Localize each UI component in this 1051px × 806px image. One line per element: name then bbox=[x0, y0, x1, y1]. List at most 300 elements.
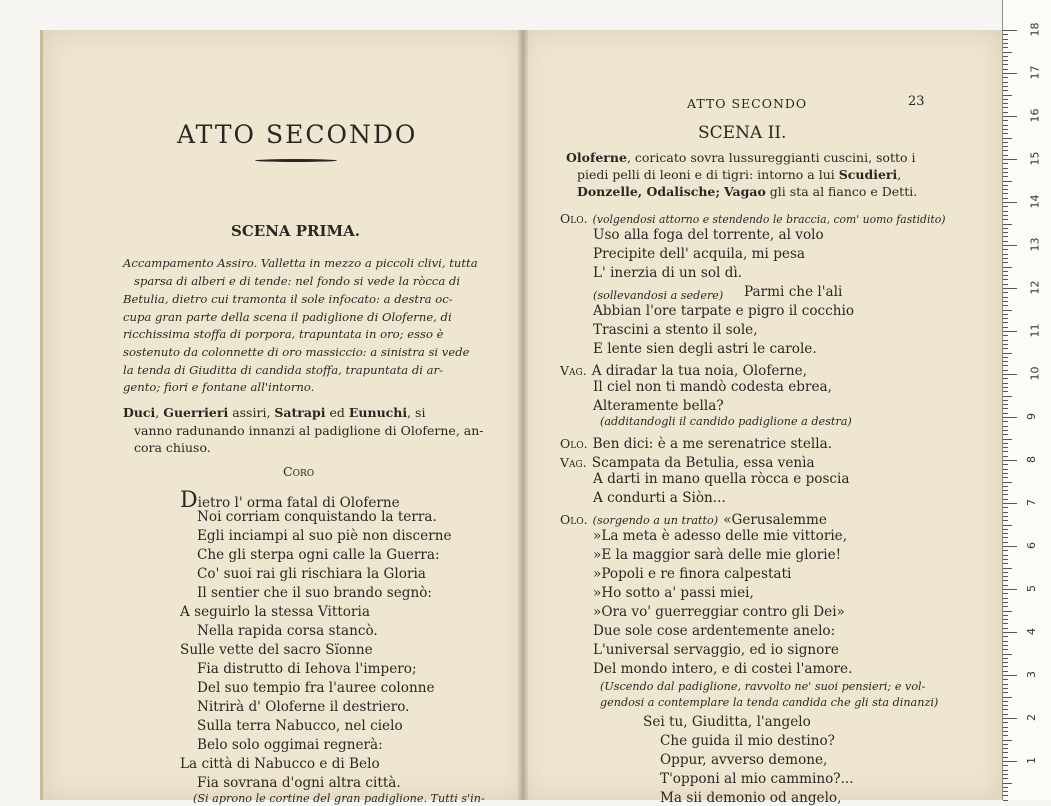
ruler-tick bbox=[1003, 219, 1008, 220]
verse-line: Noi corriam conquistando la terra. bbox=[197, 509, 437, 525]
ruler-tick bbox=[1003, 654, 1012, 655]
stage-direction: (Uscendo dal padiglione, ravvolto ne' suoi pensieri; e vol- bbox=[600, 680, 926, 693]
ruler-tick bbox=[1003, 722, 1008, 723]
ruler-tick bbox=[1003, 765, 1008, 766]
dialogue-line bbox=[560, 433, 832, 452]
verse-line: Ma sii demonio od angelo, bbox=[660, 790, 842, 806]
ruler-number: 15 bbox=[1028, 151, 1042, 166]
ruler-tick bbox=[1003, 611, 1012, 612]
ruler-tick bbox=[1003, 464, 1008, 465]
act-title: ATTO SECONDO bbox=[177, 120, 418, 149]
description-line: ricchissima stoffa di porpora, trapuntata in oro; esso è bbox=[123, 327, 444, 341]
ruler-tick bbox=[1003, 649, 1008, 650]
dialogue-line bbox=[560, 208, 945, 227]
left-page bbox=[40, 30, 525, 805]
ruler-tick bbox=[1003, 606, 1008, 607]
ruler-tick bbox=[1003, 623, 1008, 624]
ruler-tick bbox=[1003, 258, 1008, 259]
ruler-tick bbox=[1003, 267, 1012, 268]
ruler-tick bbox=[1003, 503, 1017, 504]
intro-text: gli sta al fianco e Detti. bbox=[769, 184, 918, 199]
ruler-tick bbox=[1003, 671, 1008, 672]
ruler-tick bbox=[1003, 688, 1008, 689]
ruler-tick bbox=[1003, 86, 1008, 87]
intro-text: piedi pelli di leoni e di tigri: intorno a lui bbox=[577, 167, 835, 182]
verse-text: ietro l' orma fatal di Oloferne bbox=[197, 495, 400, 511]
ruler-tick bbox=[1003, 155, 1008, 156]
ruler-tick bbox=[1003, 516, 1008, 517]
ruler-tick bbox=[1003, 787, 1008, 788]
ruler-tick bbox=[1003, 288, 1017, 289]
ruler-number: 6 bbox=[1025, 542, 1038, 549]
ruler-tick bbox=[1003, 542, 1008, 543]
ruler-tick bbox=[1003, 795, 1008, 796]
ruler-tick bbox=[1003, 408, 1008, 409]
verse-text: Scampata da Betulia, essa venìa bbox=[591, 455, 815, 471]
verse-line: Del mondo intero, e di costei l'amore. bbox=[593, 661, 853, 677]
ruler-number: 3 bbox=[1025, 671, 1038, 678]
scene-title: SCENA II. bbox=[698, 123, 787, 143]
ruler-tick bbox=[1003, 297, 1008, 298]
ruler-number: 8 bbox=[1025, 456, 1038, 463]
ruler-tick bbox=[1003, 537, 1008, 538]
ruler-tick bbox=[1003, 619, 1008, 620]
ruler-tick bbox=[1003, 116, 1017, 117]
verse-line: Egli inciampi al suo piè non discerne bbox=[197, 528, 452, 544]
ruler-tick bbox=[1003, 193, 1008, 194]
ruler-tick bbox=[1003, 469, 1008, 470]
verse-line: Abbian l'ore tarpate e pigro il cocchio bbox=[593, 303, 855, 319]
ruler-tick bbox=[1003, 791, 1008, 792]
ruler-tick bbox=[1003, 563, 1008, 564]
ruler-tick bbox=[1003, 761, 1017, 762]
verse-line: Alteramente bella? bbox=[593, 398, 724, 414]
verse-line: Fia distrutto di Iehova l'impero; bbox=[197, 661, 417, 677]
ruler-tick bbox=[1003, 572, 1008, 573]
ruler-tick bbox=[1003, 709, 1008, 710]
verse-line: Il sentier che il suo brando segnò: bbox=[197, 585, 432, 601]
verse-line: A condurti a Siòn... bbox=[593, 490, 726, 506]
ruler-tick bbox=[1003, 189, 1008, 190]
ruler-tick bbox=[1003, 215, 1008, 216]
dialogue-line bbox=[593, 284, 723, 303]
ruler-tick bbox=[1003, 82, 1008, 83]
ruler-tick bbox=[1003, 56, 1008, 57]
ruler-tick bbox=[1003, 69, 1008, 70]
ruler-tick bbox=[1003, 198, 1008, 199]
verse-line: Il ciel non ti mandò codesta ebrea, bbox=[593, 379, 832, 395]
verse-line: »Ho sotto a' passi miei, bbox=[593, 585, 754, 601]
drop-cap: D bbox=[180, 488, 198, 513]
verse-line: Sulle vette del sacro Sïonne bbox=[180, 642, 373, 658]
ruler-number: 18 bbox=[1028, 22, 1042, 37]
ruler-tick bbox=[1003, 774, 1008, 775]
ruler-tick bbox=[1003, 580, 1008, 581]
ruler-tick bbox=[1003, 30, 1017, 31]
ruler-tick bbox=[1003, 494, 1008, 495]
ruler-tick bbox=[1003, 39, 1008, 40]
ruler-tick bbox=[1003, 374, 1017, 375]
ruler-tick bbox=[1003, 142, 1008, 143]
ruler-tick bbox=[1003, 245, 1017, 246]
ruler-tick bbox=[1003, 202, 1017, 203]
ruler-tick bbox=[1003, 318, 1008, 319]
text-rest: , si bbox=[407, 405, 426, 420]
ruler-tick bbox=[1003, 460, 1017, 461]
separator: , bbox=[155, 405, 160, 420]
ruler-tick bbox=[1003, 211, 1008, 212]
ruler-tick bbox=[1003, 456, 1008, 457]
verse-line: Che gli sterpa ogni calle la Guerra: bbox=[197, 547, 440, 563]
ruler-tick bbox=[1003, 426, 1008, 427]
ruler-tick bbox=[1003, 322, 1008, 323]
verse-line: Trascini a stento il sole, bbox=[593, 322, 758, 338]
character-guerrieri: Guerrieri bbox=[163, 405, 229, 420]
ruler-number: 2 bbox=[1025, 714, 1038, 721]
ruler-tick bbox=[1003, 525, 1012, 526]
ruler-tick bbox=[1003, 666, 1008, 667]
ruler-tick bbox=[1003, 404, 1008, 405]
ruler-tick bbox=[1003, 378, 1008, 379]
verse-line: »Popoli e re finora calpestati bbox=[593, 566, 792, 582]
ruler-tick bbox=[1003, 482, 1012, 483]
ruler-number: 9 bbox=[1025, 413, 1038, 420]
ruler-tick bbox=[1003, 585, 1008, 586]
ruler-tick bbox=[1003, 236, 1008, 237]
ruler-number: 14 bbox=[1028, 194, 1042, 209]
ruler-tick bbox=[1003, 64, 1008, 65]
text-ed: ed bbox=[329, 405, 345, 420]
ruler-number: 1 bbox=[1025, 757, 1038, 764]
characters-line: vanno radunando innanzi al padiglione di Oloferne, an- bbox=[134, 423, 484, 438]
description-line: Accampamento Assiro. Valletta in mezzo a piccoli clivi, tutta bbox=[123, 256, 478, 270]
ruler-tick bbox=[1003, 146, 1008, 147]
ruler-number: 7 bbox=[1025, 499, 1038, 506]
intro-text: , coricato sovra lussureggianti cuscini, sotto i bbox=[626, 150, 916, 165]
ruler-number: 17 bbox=[1028, 65, 1042, 80]
verse-text: «Gerusalemme bbox=[723, 512, 827, 528]
speaker-vagao: Vag. bbox=[560, 455, 587, 470]
verse-line: Sulla terra Nabucco, nel cielo bbox=[197, 718, 403, 734]
ruler-number: 10 bbox=[1028, 366, 1042, 381]
ruler-tick bbox=[1003, 602, 1008, 603]
ruler-tick bbox=[1003, 120, 1008, 121]
ruler-tick bbox=[1003, 112, 1008, 113]
ruler-tick bbox=[1003, 735, 1008, 736]
ruler-tick bbox=[1003, 159, 1017, 160]
verse-line: Uso alla foga del torrente, al volo bbox=[593, 227, 824, 243]
ruler-tick bbox=[1003, 228, 1008, 229]
ruler-tick bbox=[1003, 73, 1017, 74]
ruler-tick bbox=[1003, 770, 1008, 771]
speaker-oloferne: Olo. bbox=[560, 436, 588, 451]
ruler-tick bbox=[1003, 576, 1008, 577]
ruler-tick bbox=[1003, 692, 1008, 693]
stage-direction: (volgendosi attorno e stendendo le braccia, com' uomo fastidito) bbox=[592, 213, 946, 226]
ruler-tick bbox=[1003, 129, 1008, 130]
verse-text: Ben dici: è a me serenatrice stella. bbox=[592, 436, 833, 452]
verse-line: Nitrirà d' Oloferne il destriero. bbox=[197, 699, 410, 715]
ruler-tick bbox=[1003, 284, 1008, 285]
title-rule bbox=[255, 159, 337, 162]
ruler-tick bbox=[1003, 305, 1008, 306]
ruler-tick bbox=[1003, 533, 1008, 534]
ruler-tick bbox=[1003, 241, 1008, 242]
ruler-tick bbox=[1003, 697, 1012, 698]
ruler-tick bbox=[1003, 340, 1008, 341]
ruler-tick bbox=[1003, 370, 1008, 371]
text-assiri: assiri, bbox=[232, 405, 271, 420]
right-page bbox=[522, 30, 1002, 806]
ruler-tick bbox=[1003, 43, 1008, 44]
ruler-tick bbox=[1003, 34, 1008, 35]
ruler-tick bbox=[1003, 568, 1012, 569]
ruler-tick bbox=[1003, 443, 1008, 444]
character-satrapi: Satrapi bbox=[274, 405, 326, 420]
ruler-tick bbox=[1003, 778, 1008, 779]
ruler-tick bbox=[1003, 593, 1008, 594]
ruler-tick bbox=[1003, 731, 1008, 732]
character-duci: Duci bbox=[123, 405, 156, 420]
description-line: sparsa di alberi e di tende: nel fondo si vede la ròcca di bbox=[134, 274, 461, 288]
scene-title: SCENA PRIMA. bbox=[231, 222, 361, 240]
verse-line: Due sole cose ardentemente anelo: bbox=[593, 623, 836, 639]
ruler-tick bbox=[1003, 400, 1008, 401]
ruler-tick bbox=[1003, 662, 1008, 663]
description-line: la tenda di Giuditta di candida stoffa, trapuntata di ar- bbox=[123, 363, 444, 377]
ruler-tick bbox=[1003, 275, 1008, 276]
ruler-tick bbox=[1003, 641, 1008, 642]
measuring-ruler bbox=[1002, 0, 1051, 800]
ruler-number: 11 bbox=[1028, 323, 1042, 338]
ruler-tick bbox=[1003, 271, 1008, 272]
ruler-tick bbox=[1003, 224, 1012, 225]
dialogue-line bbox=[560, 452, 815, 471]
characters-line bbox=[123, 405, 425, 420]
ruler-tick bbox=[1003, 507, 1008, 508]
speaker-vagao: Vag. bbox=[560, 363, 587, 378]
ruler-tick bbox=[1003, 486, 1008, 487]
ruler-tick bbox=[1003, 99, 1008, 100]
ruler-tick bbox=[1003, 176, 1008, 177]
speaker-oloferne: Olo. bbox=[560, 512, 588, 527]
verse-line: »Ora vo' guerreggiar contro gli Dei» bbox=[593, 604, 845, 620]
stage-direction: (sorgendo a un tratto) bbox=[592, 514, 719, 527]
ruler-tick bbox=[1003, 254, 1008, 255]
characters-line: cora chiuso. bbox=[134, 440, 211, 455]
verse-line: E lente sien degli astri le carole. bbox=[593, 341, 817, 357]
ruler-tick bbox=[1003, 344, 1008, 345]
ruler-tick bbox=[1003, 632, 1017, 633]
ruler-tick bbox=[1003, 740, 1012, 741]
ruler-tick bbox=[1003, 413, 1008, 414]
ruler-tick bbox=[1003, 559, 1008, 560]
ruler-tick bbox=[1003, 172, 1008, 173]
ruler-tick bbox=[1003, 477, 1008, 478]
ruler-tick bbox=[1003, 636, 1008, 637]
ruler-tick bbox=[1003, 331, 1017, 332]
verse-line: T'opponi al mio cammino?... bbox=[660, 771, 854, 787]
ruler-tick bbox=[1003, 615, 1008, 616]
ruler-tick bbox=[1003, 52, 1012, 53]
ruler-tick bbox=[1003, 490, 1008, 491]
character-eunuchi: Eunuchi bbox=[348, 405, 408, 420]
verse-text: A diradar la tua noia, Oloferne, bbox=[591, 363, 808, 379]
ruler-tick bbox=[1003, 150, 1008, 151]
character-scudieri: Scudieri bbox=[838, 167, 898, 182]
verse-line: Fia sovrana d'ogni altra città. bbox=[197, 775, 401, 791]
ruler-tick bbox=[1003, 628, 1008, 629]
ruler-tick bbox=[1003, 396, 1012, 397]
page-number: 23 bbox=[908, 94, 925, 109]
verse-line: L' inerzia di un sol dì. bbox=[593, 265, 743, 281]
ruler-tick bbox=[1003, 417, 1017, 418]
ruler-tick bbox=[1003, 353, 1012, 354]
ruler-tick bbox=[1003, 168, 1008, 169]
verse-line: A darti in mano quella ròcca e poscia bbox=[593, 471, 850, 487]
ruler-tick bbox=[1003, 555, 1008, 556]
ruler-tick bbox=[1003, 421, 1008, 422]
ruler-tick bbox=[1003, 335, 1008, 336]
ruler-tick bbox=[1003, 357, 1008, 358]
dialogue-line bbox=[560, 360, 807, 379]
ruler-tick bbox=[1003, 249, 1008, 250]
ruler-tick bbox=[1003, 206, 1008, 207]
ruler-tick bbox=[1003, 684, 1008, 685]
verse-line: A seguirlo la stessa Vittoria bbox=[180, 604, 370, 620]
ruler-tick bbox=[1003, 512, 1008, 513]
ruler-tick bbox=[1003, 783, 1012, 784]
ruler-tick bbox=[1003, 439, 1012, 440]
ruler-tick bbox=[1003, 77, 1008, 78]
ruler-number: 16 bbox=[1028, 108, 1042, 123]
ruler-tick bbox=[1003, 365, 1008, 366]
ruler-tick bbox=[1003, 748, 1008, 749]
ruler-tick bbox=[1003, 705, 1008, 706]
speaker-oloferne: Olo. bbox=[560, 211, 588, 226]
ruler-tick bbox=[1003, 447, 1008, 448]
ruler-tick bbox=[1003, 701, 1008, 702]
verse-line: »E la maggior sarà delle mie glorie! bbox=[593, 547, 842, 563]
verse-line: Co' suoi rai gli rischiara la Gloria bbox=[197, 566, 426, 582]
description-line: gento; fiori e fontane all'intorno. bbox=[123, 380, 315, 394]
ruler-tick bbox=[1003, 327, 1008, 328]
stage-direction: (Si aprono le cortine del gran padiglione. Tutti s'in- bbox=[193, 792, 485, 805]
ruler-tick bbox=[1003, 301, 1008, 302]
ruler-tick bbox=[1003, 744, 1008, 745]
ruler-tick bbox=[1003, 125, 1008, 126]
ruler-tick bbox=[1003, 658, 1008, 659]
verse-line: Che guida il mio destino? bbox=[660, 733, 835, 749]
dialogue-line bbox=[560, 509, 827, 528]
ruler-tick bbox=[1003, 181, 1012, 182]
verse-line: Precipite dell' acquila, mi pesa bbox=[593, 246, 806, 262]
ruler-tick bbox=[1003, 348, 1008, 349]
stage-direction: (sollevandosi a sedere) bbox=[593, 289, 724, 302]
ruler-tick bbox=[1003, 752, 1008, 753]
description-line: cupa gran parte della scena il padiglione di Oloferne, di bbox=[123, 310, 452, 324]
book-gutter bbox=[518, 30, 528, 800]
ruler-tick bbox=[1003, 310, 1012, 311]
ruler-tick bbox=[1003, 391, 1008, 392]
ruler-tick bbox=[1003, 314, 1008, 315]
coro-label: Coro bbox=[283, 464, 315, 479]
description-line: sostenuto da colonnette di oro massiccio: a sinistra si vede bbox=[123, 345, 470, 359]
ruler-tick bbox=[1003, 529, 1008, 530]
verse-line: Oppur, avverso demone, bbox=[660, 752, 828, 768]
ruler-tick bbox=[1003, 718, 1017, 719]
character-oloferne: Oloferne bbox=[566, 150, 627, 165]
verse-line: Belo solo oggimai regnerà: bbox=[197, 737, 383, 753]
ruler-tick bbox=[1003, 451, 1008, 452]
ruler-tick bbox=[1003, 292, 1008, 293]
ruler-number: 5 bbox=[1025, 585, 1038, 592]
character-vagao: Vagao bbox=[723, 184, 766, 199]
verse-line: La città di Nabucco e di Belo bbox=[180, 756, 380, 772]
ruler-tick bbox=[1003, 679, 1008, 680]
ruler-tick bbox=[1003, 60, 1008, 61]
verse-line: »La meta è adesso delle mie vittorie, bbox=[593, 528, 848, 544]
ruler-tick bbox=[1003, 47, 1008, 48]
verse-line: Sei tu, Giuditta, l'angelo bbox=[643, 714, 811, 730]
running-head: ATTO SECONDO bbox=[687, 96, 808, 111]
ruler-tick bbox=[1003, 550, 1008, 551]
ruler-tick bbox=[1003, 185, 1008, 186]
ruler-tick bbox=[1003, 232, 1008, 233]
ruler-tick bbox=[1003, 107, 1008, 108]
verse-line: L'universal servaggio, ed io signore bbox=[593, 642, 839, 658]
separator: , bbox=[897, 167, 902, 182]
intro-line bbox=[566, 150, 916, 165]
ruler-number: 12 bbox=[1028, 280, 1042, 295]
ruler-tick bbox=[1003, 589, 1017, 590]
ruler-tick bbox=[1003, 387, 1008, 388]
stage-direction: gendosi a contemplare la tenda candida che gli sta dinanzi) bbox=[600, 696, 939, 709]
verse-line: Nella rapida corsa stancò. bbox=[197, 623, 378, 639]
ruler-tick bbox=[1003, 163, 1008, 164]
ruler-tick bbox=[1003, 473, 1008, 474]
ruler-tick bbox=[1003, 675, 1017, 676]
ruler-tick bbox=[1003, 546, 1017, 547]
ruler-tick bbox=[1003, 714, 1008, 715]
ruler-tick bbox=[1003, 430, 1008, 431]
ruler-tick bbox=[1003, 757, 1008, 758]
ruler-tick bbox=[1003, 727, 1008, 728]
ruler-tick bbox=[1003, 383, 1008, 384]
ruler-tick bbox=[1003, 434, 1008, 435]
ruler-tick bbox=[1003, 90, 1008, 91]
intro-line bbox=[577, 167, 901, 182]
character-donzelle: Donzelle, Odalische; bbox=[577, 184, 720, 199]
ruler-tick bbox=[1003, 361, 1008, 362]
ruler-tick bbox=[1003, 645, 1008, 646]
ruler-tick bbox=[1003, 279, 1008, 280]
ruler-tick bbox=[1003, 133, 1008, 134]
verse-line: Parmi che l'ali bbox=[744, 284, 843, 300]
ruler-number: 13 bbox=[1028, 237, 1042, 252]
description-line: Betulia, dietro cui tramonta il sole infocato: a destra oc- bbox=[123, 292, 453, 306]
verse-line: Del suo tempio fra l'auree colonne bbox=[197, 680, 435, 696]
ruler-tick bbox=[1003, 262, 1008, 263]
ruler-tick bbox=[1003, 95, 1012, 96]
ruler-tick bbox=[1003, 520, 1008, 521]
stage-direction: (additandogli il candido padiglione a destra) bbox=[600, 415, 852, 428]
ruler-tick bbox=[1003, 499, 1008, 500]
ruler-tick bbox=[1003, 598, 1008, 599]
intro-line bbox=[577, 184, 917, 199]
ruler-number: 4 bbox=[1025, 628, 1038, 635]
ruler-tick bbox=[1003, 138, 1012, 139]
